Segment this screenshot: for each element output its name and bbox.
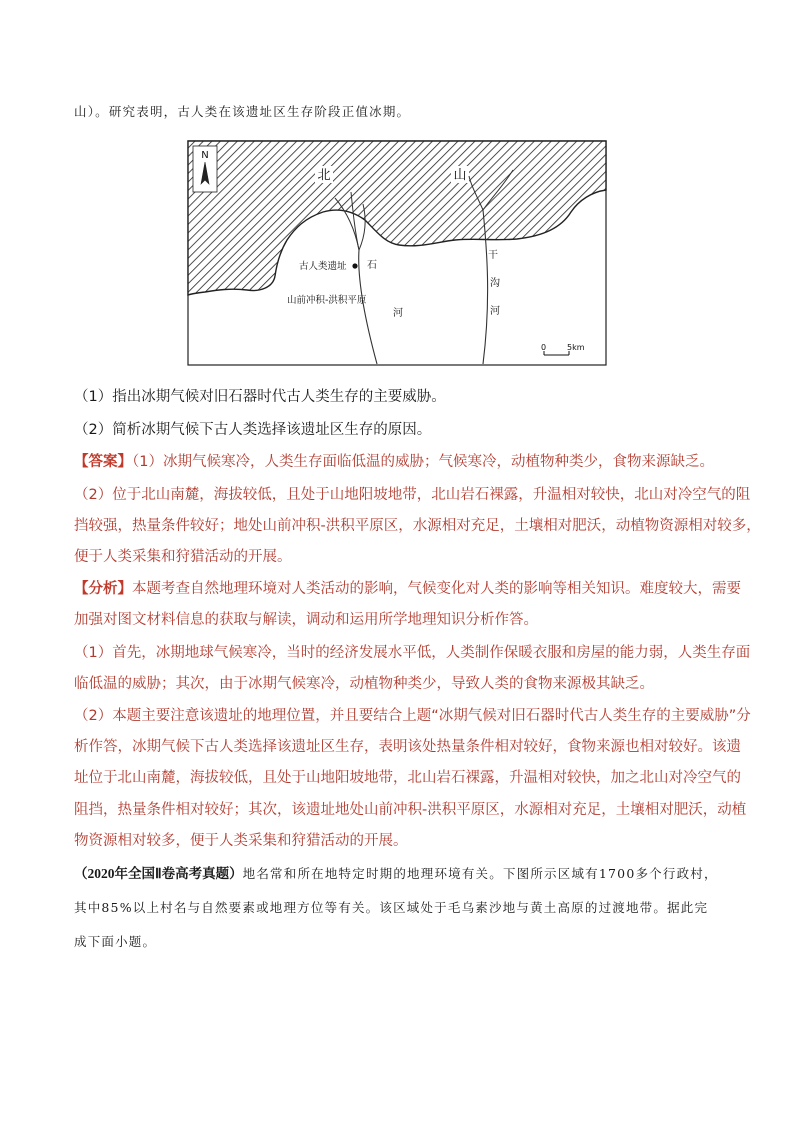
north-label: N <box>201 150 209 161</box>
site-label: 古人类遗址 <box>299 261 347 272</box>
question-source: （2020年全国Ⅱ卷高考真题） <box>74 866 243 881</box>
answer-line-2: （2）位于北山南麓，海拔较低，且处于山地阳坡地带，北山岩石裸露，升温相对较快，北山对冷空气的阻 <box>74 487 751 503</box>
analysis-line-1 <box>74 579 741 599</box>
question-1: （1）指出冰期气候对旧石器时代古人类生存的主要威胁。 <box>74 389 446 405</box>
next-question-text-1: 地名常和所在地特定时期的地理环境有关。下图所示区域有1700多个行政村， <box>242 866 718 881</box>
site-map <box>187 140 607 366</box>
analysis-line-6: 析作答，冰期气候下古人类选择该遗址区生存，表明该处热量条件相对较好，食物来源也相对较好。该遗 <box>74 739 741 755</box>
plain-label: 山前冲积-洪积平原 <box>287 295 367 306</box>
analysis-tag: 【分析】 <box>74 581 132 597</box>
scale-label: 5km <box>567 343 585 352</box>
answer-line-3: 挡较强，热量条件较好；地处山前冲积-洪积平原区，水源相对充足，土壤相对肥沃，动植物资源相对较多， <box>74 518 761 534</box>
intro-text: 山）。研究表明，古人类在该遗址区生存阶段正值冰期。 <box>74 104 411 119</box>
shi-river-label-1: 石 <box>367 260 377 271</box>
next-question-line-2: 其中85%以上村名与自然要素或地理方位等有关。该区域处于毛乌素沙地与黄土高原的过渡地带。据此完 <box>74 900 709 915</box>
analysis-line-3: （1）首先，冰期地球气候寒冷，当时的经济发展水平低，人类制作保暖衣服和房屋的能力弱，人类生存面 <box>74 645 751 661</box>
analysis-text-1: 本题考查自然地理环境对人类活动的影响，气候变化对人类的影响等相关知识。难度较大，需要 <box>132 581 741 597</box>
analysis-line-4: 临低温的威胁；其次，由于冰期气候寒冷，动植物种类少，导致人类的食物来源极其缺乏。 <box>74 676 654 692</box>
next-question-line-3: 成下面小题。 <box>74 934 157 949</box>
shi-river-label-2: 河 <box>393 308 403 319</box>
answer-text-1: （1）冰期气候寒冷，人类生存面临低温的威胁；气候寒冷，动植物种类少，食物来源缺乏。 <box>132 454 714 470</box>
answer-line-4: 便于人类采集和狩猎活动的开展。 <box>74 549 292 565</box>
answer-line-1 <box>74 452 714 472</box>
analysis-line-9: 物资源相对较多，便于人类采集和狩猎活动的开展。 <box>74 833 408 849</box>
analysis-line-7: 址位于北山南麓，海拔较低，且处于山地阳坡地带，北山岩石裸露，升温相对较快，加之北山对冷空气的 <box>74 770 741 786</box>
question-2: （2）简析冰期气候下古人类选择该遗址区生存的原因。 <box>74 422 432 438</box>
gangou-river-label-2: 沟 <box>490 278 500 289</box>
scale-zero: 0 <box>541 343 547 352</box>
next-question-line-1 <box>74 864 718 884</box>
gangou-river-label-3: 河 <box>490 306 500 317</box>
gangou-river-label-1: 干 <box>488 250 498 261</box>
analysis-line-5: （2）本题主要注意该遗址的地理位置，并且要结合上题“冰期气候对旧石器时代古人类生存的主要威胁”分 <box>74 708 751 724</box>
answer-tag: 【答案】 <box>74 454 132 470</box>
analysis-line-2: 加强对图文材料信息的获取与解读，调动和运用所学地理知识分析作答。 <box>74 612 538 628</box>
mountain-label-2: 山 <box>453 168 467 183</box>
analysis-line-8: 阻挡，热量条件相对较好；其次，该遗址地处山前冲积-洪积平原区，水源相对充足，土壤相对肥沃，动植 <box>74 802 747 818</box>
mountain-label-1: 北 <box>317 168 331 183</box>
site-marker <box>352 263 357 268</box>
